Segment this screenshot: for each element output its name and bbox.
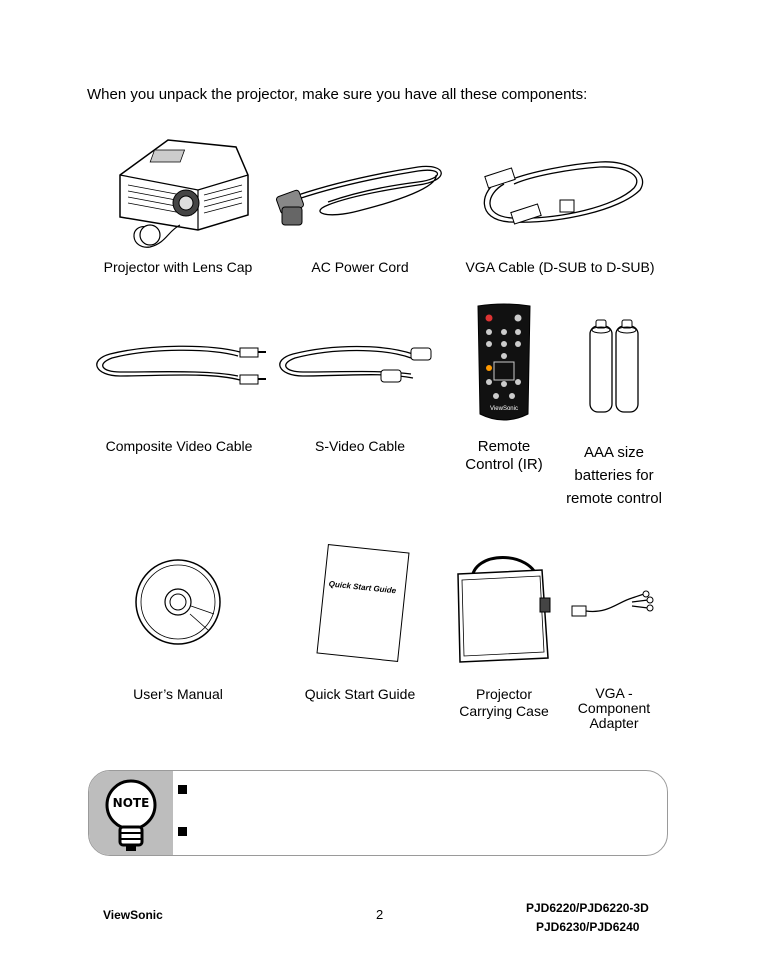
- caption-remote-line1: Remote: [477, 438, 531, 455]
- caption-quick-start: Quick Start Guide: [304, 686, 416, 702]
- batteries-icon: [586, 316, 642, 416]
- caption-case-line2: Carrying Case: [459, 703, 549, 719]
- footer-model-line1: PJD6220/PJD6220-3D: [526, 901, 649, 915]
- caption-composite-cable: Composite Video Cable: [105, 438, 253, 454]
- note-badge: NOTE: [112, 796, 150, 810]
- svideo-cable-icon: [273, 340, 443, 390]
- caption-remote-line2: Control (IR): [465, 456, 543, 473]
- intro-text: When you unpack the projector, make sure you have all these components:: [87, 86, 588, 103]
- caption-batteries-line1: AAA size: [583, 444, 645, 461]
- booklet-text: Quick Start Guide: [328, 579, 397, 596]
- caption-users-manual: User’s Manual: [133, 686, 223, 702]
- footer-page-number: 2: [376, 907, 384, 922]
- caption-adapter-line3: Adapter: [589, 715, 639, 731]
- remote-control-icon: [474, 302, 534, 426]
- caption-batteries: [560, 441, 668, 510]
- composite-cable-icon: [90, 340, 270, 390]
- adapter-icon: [568, 588, 654, 632]
- caption-adapter: [566, 686, 662, 731]
- caption-svideo-cable: S-Video Cable: [314, 438, 406, 454]
- caption-projector: Projector with Lens Cap: [103, 259, 253, 275]
- footer-brand: ViewSonic: [103, 908, 163, 922]
- remote-brand-text: ViewSonic: [490, 406, 518, 412]
- projector-icon: [108, 135, 258, 255]
- note-sidebar: [89, 771, 173, 855]
- caption-adapter-line1: VGA -: [595, 685, 633, 701]
- power-cord-icon: [268, 155, 450, 235]
- footer-model-line2: PJD6230/PJD6240: [536, 920, 640, 934]
- cd-icon: [134, 558, 222, 646]
- caption-vga-cable: VGA Cable (D-SUB to D-SUB): [465, 259, 655, 275]
- note-bullet-2: [178, 827, 187, 836]
- caption-power-cord: AC Power Cord: [311, 259, 409, 275]
- caption-carrying-case: [450, 686, 558, 720]
- note-box: [88, 770, 668, 856]
- caption-adapter-line2: Component: [577, 700, 651, 716]
- caption-remote: [454, 438, 554, 474]
- carrying-case-icon: [452, 540, 554, 668]
- caption-batteries-line3: remote control: [566, 490, 662, 507]
- caption-case-line1: Projector: [475, 686, 533, 702]
- vga-cable-icon: [470, 150, 650, 235]
- caption-batteries-line2: batteries for: [574, 467, 654, 484]
- booklet-icon: [316, 544, 409, 662]
- note-bullet-1: [178, 785, 187, 794]
- lightbulb-icon: [89, 771, 173, 855]
